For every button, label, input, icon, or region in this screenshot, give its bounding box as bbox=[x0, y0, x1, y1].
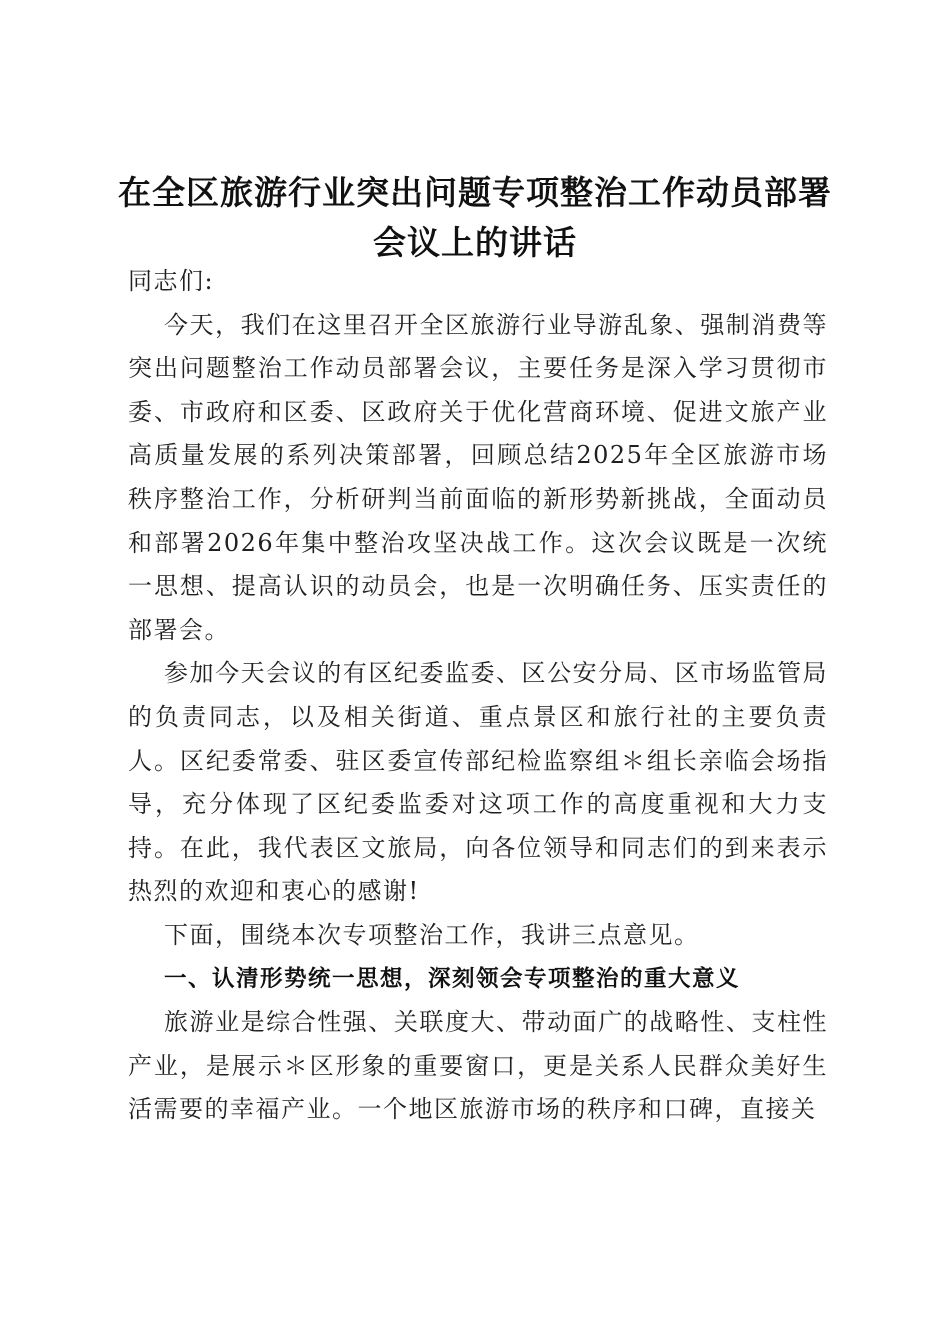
document-body bbox=[128, 260, 828, 1132]
paragraph-attendees: 参加今天会议的有区纪委监委、区公安分局、区市场监管局的负责同志，以及相关街道、重点景区和旅行社的主要负责人。区纪委常委、驻区委宣传部纪检监察组＊组长亲临会场指导，充分体现了区纪委监委对这项工作的高度重视和大力支持。在此，我代表区文旅局，向各位领导和同志们的到来表示热烈的欢迎和衷心的感谢! bbox=[128, 659, 828, 906]
paragraph-transition: 下面，围绕本次专项整治工作，我讲三点意见。 bbox=[164, 920, 700, 949]
section-heading: 一、认清形势统一思想，深刻领会专项整治的重大意义 bbox=[164, 965, 741, 992]
paragraph-opening: 今天，我们在这里召开全区旅游行业导游乱象、强制消费等突出问题整治工作动员部署会议，主要任务是深入学习贯彻市委、市政府和区委、区政府关于优化营商环境、促进文旅产业高质量发展的系列决策部署，回顾总结2025年全区旅游市场秩序整治工作，分析研判当前面临的新形势新挑战，全面动员和部署2026年集中整治攻坚决战工作。这次会议既是一次统一思想、提高认识的动员会，也是一次明确任务、压实责任的部署会。 bbox=[128, 310, 828, 644]
salutation: 同志们: bbox=[128, 267, 215, 295]
paragraph-section-one: 旅游业是综合性强、关联度大、带动面广的战略性、支柱性产业，是展示＊区形象的重要窗口，更是关系人民群众美好生活需要的幸福产业。一个地区旅游市场的秩序和口碑，直接关 bbox=[128, 1008, 828, 1124]
document-title: 在全区旅游行业突出问题专项整治工作动员部署会议上的讲话 bbox=[118, 173, 832, 262]
